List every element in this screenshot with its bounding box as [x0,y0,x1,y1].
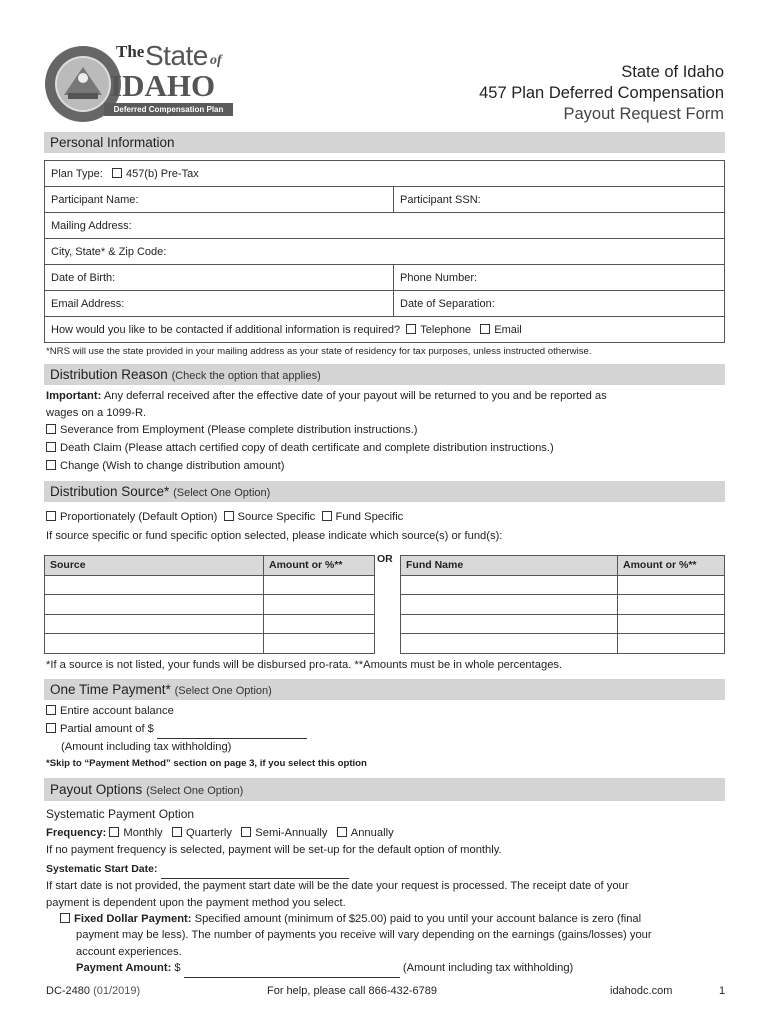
contact-email-checkbox[interactable] [480,324,490,334]
start-date-note: If start date is not provided, the payment start date will be the date your request is processed. The receipt date of your payment is dependent upon the payment method you select. [46,880,629,909]
page-number: 1 [719,985,726,997]
plan-type-label: Plan Type: [51,167,103,180]
plan-type-option: 457(b) Pre-Tax [125,167,199,180]
change-checkbox[interactable] [46,460,56,470]
phone-number-field[interactable]: Phone Number: [394,265,725,291]
contact-email-label: Email [494,323,522,336]
source-cell[interactable] [45,575,264,595]
date-of-birth-field[interactable]: Date of Birth: [45,265,394,291]
fund-name-cell[interactable] [401,595,618,615]
fund-amount-cell[interactable] [618,634,725,654]
source-specific-checkbox[interactable] [224,511,234,521]
city-state-zip-field[interactable]: City, State* & Zip Code: [45,239,725,265]
severance-checkbox[interactable] [46,424,56,434]
or-label: OR [377,553,393,565]
payment-amount-input[interactable] [184,960,400,978]
reason-option-severance[interactable]: Severance from Employment (Please complete distribution instructions.) [46,422,418,439]
email-address-field[interactable]: Email Address: [45,291,394,317]
fund-name-header: Fund Name [401,556,618,576]
personal-info-table [44,160,725,343]
source-table [44,555,375,654]
logo-tagline: Deferred Compensation Plan [104,103,233,116]
source-header: Source [45,556,264,576]
fixed-dollar-checkbox[interactable] [60,913,70,923]
reason-option-death-claim[interactable]: Death Claim (Please attach certified copy of death certificate and complete distribution instructions.) [46,440,554,457]
source-footnote: *If a source is not listed, your funds will be disbursed pro-rata. **Amounts must be in whole percentages. [46,659,563,671]
fund-specific-checkbox[interactable] [322,511,332,521]
partial-amount-checkbox[interactable] [46,723,56,733]
participant-name-field[interactable]: Participant Name: [45,187,394,213]
residency-footnote: *NRS will use the state provided in your mailing address as your state of residency for tax purposes, unless instructed otherwise. [46,346,592,357]
systematic-title: Systematic Payment Option [46,807,195,821]
website: idahodc.com [610,985,673,997]
distribution-reason-heading: Distribution Reason (Check the option that applies) [44,364,725,385]
plan-type-cell [45,161,725,187]
annually-checkbox[interactable] [337,827,347,837]
important-note: Important: Any deferral received after the effective date of your payout will be returned to you and be reported as wages on a 1099-R. [46,390,607,419]
quarterly-checkbox[interactable] [172,827,182,837]
one-time-payment-heading: One Time Payment* (Select One Option) [44,679,725,700]
contact-question: How would you like to be contacted if additional information is required? [51,323,401,336]
source-cell[interactable] [45,595,264,615]
contact-telephone-checkbox[interactable] [406,324,416,334]
source-options: Proportionately (Default Option) Source Specific Fund Specific [46,509,403,526]
source-amount-cell[interactable] [264,595,375,615]
help-line: For help, please call 866-432-6789 [267,985,438,997]
source-cell[interactable] [45,634,264,654]
proportionate-checkbox[interactable] [46,511,56,521]
fund-amount-cell[interactable] [618,595,725,615]
partial-amount-note: (Amount including tax withholding) [61,741,232,753]
source-amount-cell[interactable] [264,575,375,595]
death-claim-checkbox[interactable] [46,442,56,452]
frequency-default-note: If no payment frequency is selected, payment will be set-up for the default option of monthly. [46,844,502,856]
frequency-options: Frequency: Monthly Quarterly Semi-Annually Annually [46,827,394,839]
fund-name-cell[interactable] [401,575,618,595]
title-line-3: Payout Request Form [563,105,724,123]
contact-preference-cell [45,317,725,343]
payment-amount-row: Payment Amount: $ (Amount including tax withholding) [76,960,573,978]
form-id: DC-2480 (01/2019) [46,985,141,997]
fixed-dollar-description: payment may be less). The number of payments you receive will vary depending on the earnings (gains/losses) your account experiences. [76,929,652,958]
fund-name-cell[interactable] [401,634,618,654]
start-date-row: Systematic Start Date: [46,861,349,879]
partial-amount-input[interactable] [157,721,307,739]
source-cell[interactable] [45,614,264,634]
plan-type-checkbox[interactable] [112,168,122,178]
date-of-separation-field[interactable]: Date of Separation: [394,291,725,317]
distribution-source-heading: Distribution Source* (Select One Option) [44,481,725,502]
source-amount-cell[interactable] [264,614,375,634]
logo-state: State [145,40,208,71]
contact-telephone-label: Telephone [420,323,472,336]
payout-options-heading: Payout Options (Select One Option) [44,778,725,801]
semi-annually-checkbox[interactable] [241,827,251,837]
fund-table [400,555,725,654]
title-line-1: State of Idaho [621,63,724,81]
personal-info-heading: Personal Information [44,132,725,153]
logo-the: The [116,42,145,61]
entire-balance-option[interactable]: Entire account balance [46,703,174,720]
fixed-dollar-option: Fixed Dollar Payment: Specified amount (minimum of $25.00) paid to you until your account balance is zero (final [60,911,730,928]
fund-amount-header: Amount or %** [618,556,725,576]
source-amount-cell[interactable] [264,634,375,654]
logo-idaho: IDAHO [110,68,216,103]
start-date-input[interactable] [161,861,349,879]
monthly-checkbox[interactable] [109,827,119,837]
title-line-2: 457 Plan Deferred Compensation [479,84,724,102]
partial-amount-option[interactable]: Partial amount of $ [46,721,307,739]
fund-name-cell[interactable] [401,614,618,634]
reason-option-change[interactable]: Change (Wish to change distribution amount) [46,458,285,475]
participant-ssn-field[interactable]: Participant SSN: [394,187,725,213]
mailing-address-field[interactable]: Mailing Address: [45,213,725,239]
source-instruction: If source specific or fund specific option selected, please indicate which source(s) or fund(s): [46,530,503,542]
fund-amount-cell[interactable] [618,614,725,634]
skip-note: *Skip to “Payment Method” section on page 3, if you select this option [46,758,367,769]
logo-of: of [210,53,222,68]
entire-balance-checkbox[interactable] [46,705,56,715]
fund-amount-cell[interactable] [618,575,725,595]
form-title [479,62,724,125]
source-amount-header: Amount or %** [264,556,375,576]
